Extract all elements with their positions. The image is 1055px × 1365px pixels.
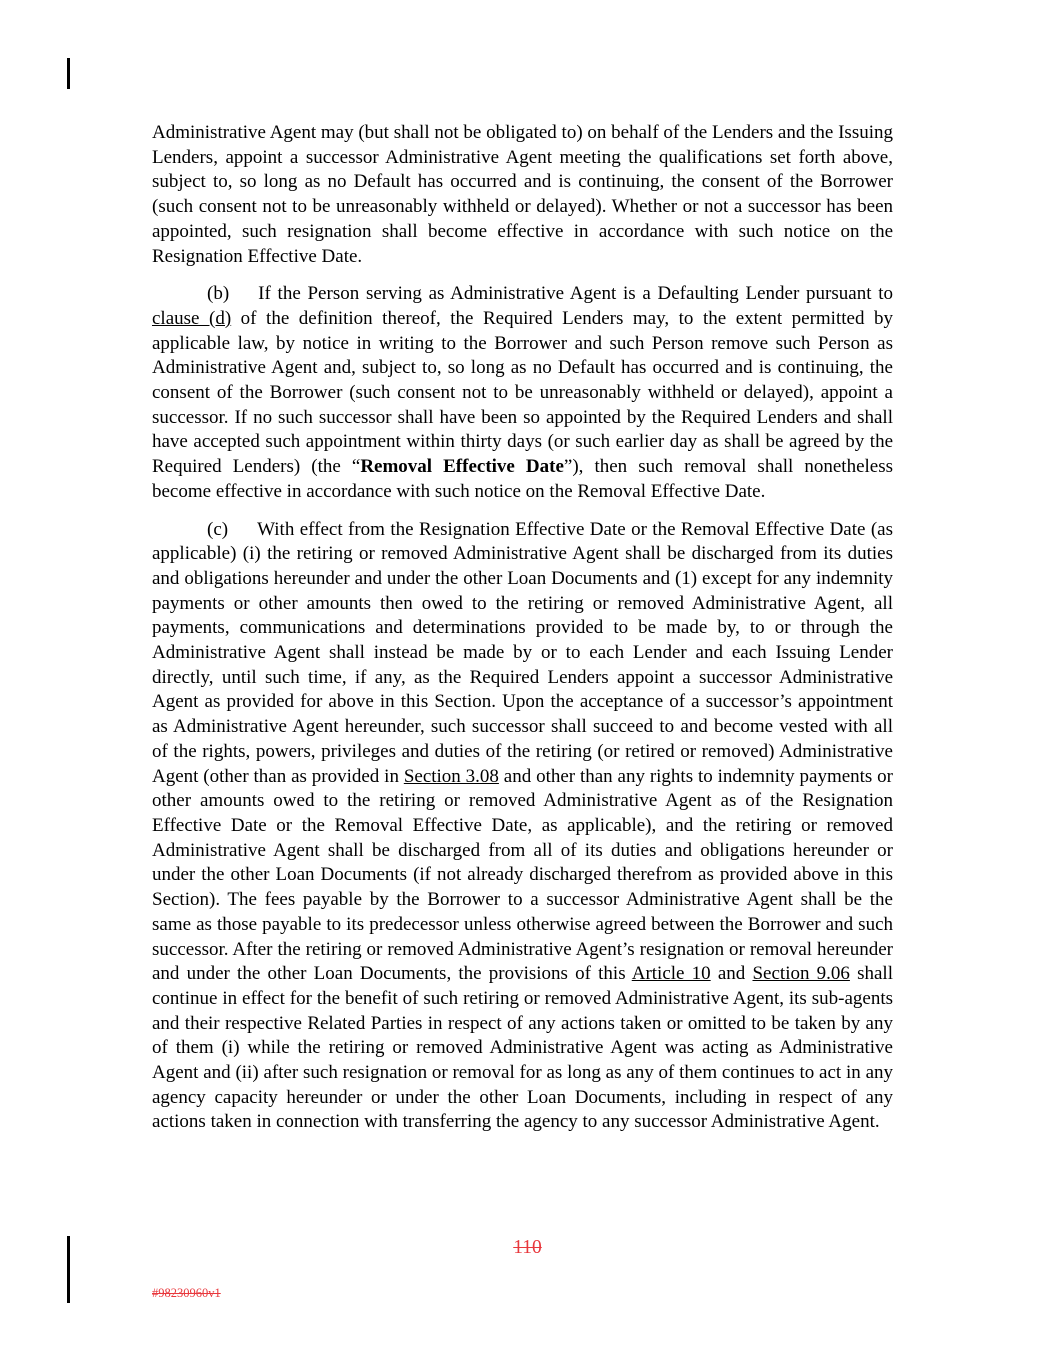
paragraph-c-label: (c) — [207, 518, 229, 540]
paragraph-a-continuation — [152, 121, 893, 269]
paragraph-b-text: If the Person serving as Administrative Agent is a Defaulting Lender pursuant to — [258, 283, 893, 305]
cross-reference-section-9-06: Section 9.06 — [752, 963, 850, 985]
defined-term-removal-effective-date: Removal Effective Date — [360, 456, 564, 478]
paragraph-c-text: and other than any rights to indemnity payments or other amounts owed to the retiring or removed Administrative Agent as of the Resignation Effective Date or the Removal Effective Date, as applicable), and the retiring or removed Administrative Agent shall be discharged from all of its duties and obligations hereunder or under the other Loan Documents (if not already discharged therefrom as provided above in this Section). The fees payable by the Borrower to a successor Administrative Agent shall be the same as those payable to its predecessor unless otherwise agreed between the Borrower and such successor. After the retiring or removed Administrative Agent’s resignation or removal hereunder and under the other Loan Documents, the provisions of this — [152, 765, 894, 985]
paragraph-c-text: and — [710, 963, 753, 985]
paragraph-c-text: shall continue in effect for the benefit of such retiring or removed Administrative Agent, its sub-agents and their respective Related Parties in respect of any actions taken or omitted to be taken by any of them (i) while the retiring or removed Administrative Agent was acting as Administrative Agent and (ii) after such resignation or removal for as long as any of them continues to act in any agency capacity hereunder or under the other Loan Documents, including in respect of any actions taken in connection with transferring the agency to any successor Administrative Agent. — [152, 963, 893, 1133]
page-number — [0, 1237, 1055, 1259]
paragraph-b-text: ”), then such removal shall nonetheless become effective in accordance with such notice on the Removal Effective Date. — [152, 456, 894, 502]
document-body — [152, 121, 893, 1135]
paragraph-c — [152, 518, 893, 1136]
cross-reference-section-3-08: Section 3.08 — [403, 765, 499, 787]
paragraph-b-label: (b) — [207, 283, 230, 305]
paragraph-c-text: With effect from the Resignation Effective Date or the Removal Effective Date (as applicable) (i) the retiring or removed Administrative Agent shall be discharged from its duties and obligations hereunder and under the other Loan Documents and (1) except for any indemnity payments or other amounts then owed to the retiring or removed Administrative Agent, all payments, communications and determinations provided to be made by, to or through the Administrative Agent shall instead be made by or to each Lender and each Issuing Lender directly, until such time, if any, as the Required Lenders appoint a successor Administrative Agent as provided for above in this Section. Upon the acceptance of a successor’s appointment as Administrative Agent hereunder, such successor shall succeed to and become vested with all of the rights, powers, privileges and duties of the retiring (or retired or removed) Administrative Agent (other than as provided in — [152, 518, 893, 787]
paragraph-b-text: of the definition thereof, the Required Lenders may, to the extent permitted by applicable law, by notice in writing to the Borrower and such Person remove such Person as Administrative Agent and, subject to, so long as no Default has occurred and is continuing, the consent of the Borrower (such consent not to be unreasonably withheld or delayed), appoint a successor. If no such successor shall have been so appointed by the Required Lenders and shall have accepted such appointment within thirty days (or such earlier day as shall be agreed by the Required Lenders) (the “ — [152, 307, 893, 478]
cross-reference-article-10: Article 10 — [631, 963, 711, 985]
document-id-stamp — [152, 1286, 221, 1301]
paragraph-a-text: Administrative Agent may (but shall not be obligated to) on behalf of the Lenders and the Issuing Lenders, appoint a successor Administrative Agent meeting the qualifications set forth above, subject to, so long as no Default has occurred and is continuing, the consent of the Borrower (such consent not to be unreasonably withheld or delayed). Whether or not a successor has been appointed, such resignation shall become effective in accordance with such notice on the Resignation Effective Date. — [152, 122, 893, 267]
paragraph-b — [152, 282, 893, 504]
revision-change-bar-top — [67, 58, 70, 89]
document-id-value: #98230960v1 — [152, 1286, 221, 1300]
page-number-value: 110 — [513, 1237, 542, 1258]
cross-reference-clause-d: clause (d) — [152, 307, 232, 329]
